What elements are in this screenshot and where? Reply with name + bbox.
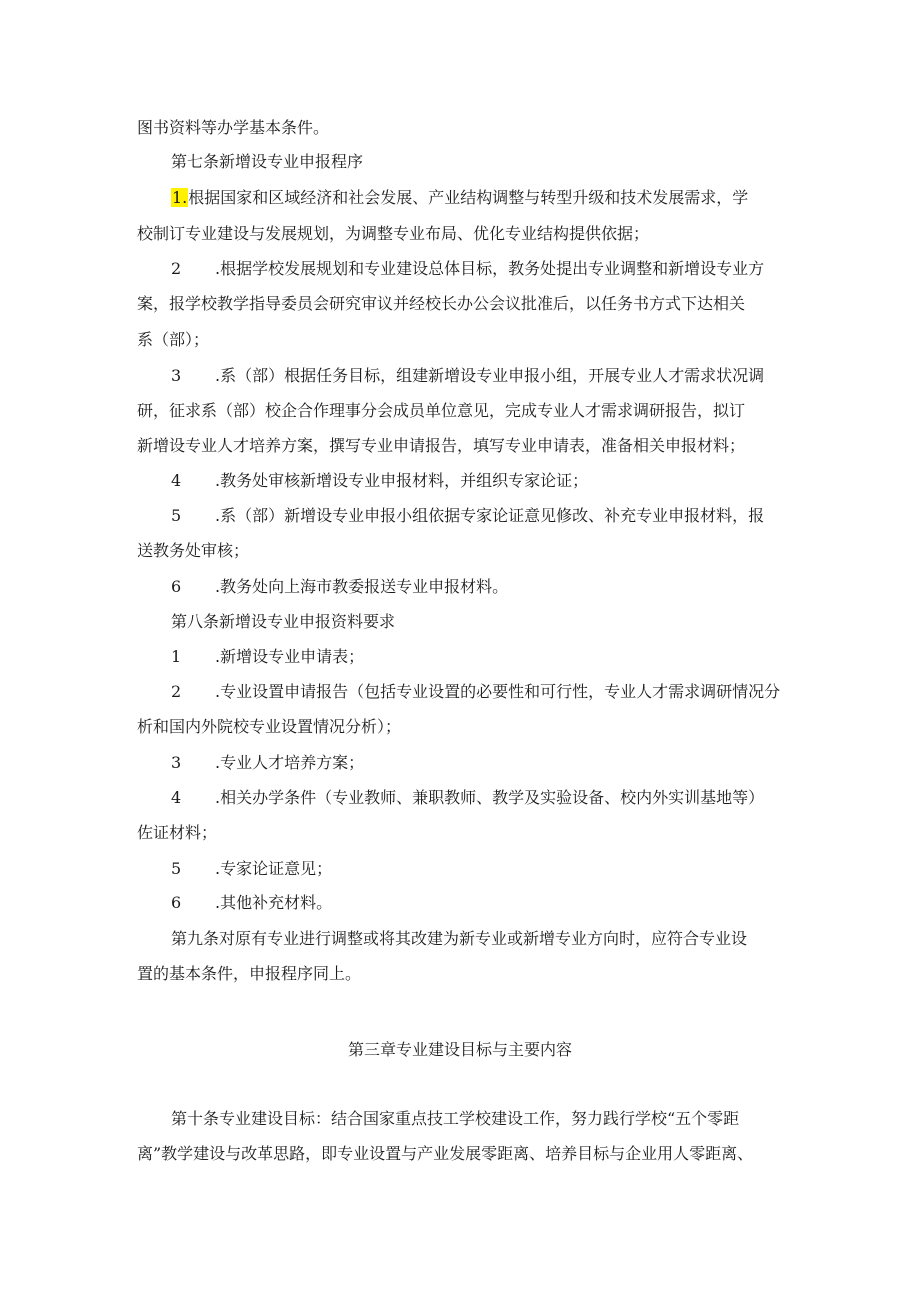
text-line xyxy=(171,859,332,879)
text-line: 置的基本条件，申报程序同上。 xyxy=(137,964,362,983)
text-line xyxy=(171,366,764,386)
item-number: 6 xyxy=(171,577,182,596)
text-line xyxy=(171,188,748,208)
text-fragment: .系（部）新增设专业申报小组依据专家论证意见修改、补充专业申报材料，报 xyxy=(215,506,765,525)
item-number: 1 xyxy=(171,647,182,666)
article-heading: 第十条专业建设目标：结合国家重点技工学校建设工作，努力践行学校“五个零距 xyxy=(171,1109,740,1128)
item-number: 4 xyxy=(171,471,182,490)
text-fragment: .专家论证意见； xyxy=(215,859,333,878)
text-line: 析和国内外院校专业设置情况分析）； xyxy=(137,717,402,736)
item-number: 5 xyxy=(171,859,182,878)
text-fragment: .教务处审核新增设专业申报材料，并组织专家论证； xyxy=(215,471,589,490)
text-line: 图书资料等办学基本条件。 xyxy=(137,118,330,137)
item-number: 3 xyxy=(171,366,182,385)
text-line xyxy=(171,506,764,526)
item-number: 2 xyxy=(171,682,182,701)
article-heading: 第九条对原有专业进行调整或将其改建为新专业或新增专业方向时，应符合专业设 xyxy=(171,929,748,948)
item-number: 6 xyxy=(171,893,182,912)
text-fragment: .新增设专业申请表； xyxy=(215,647,365,666)
text-line: 离”教学建设与改革思路，即专业设置与产业发展零距离、培养目标与企业用人零距离、 xyxy=(137,1144,754,1163)
item-number: 3 xyxy=(171,753,182,772)
text-line xyxy=(171,577,508,597)
text-line: 案，报学校教学指导委员会研究审议并经校长办公会议批准后，以任务书方式下达相关 xyxy=(137,294,746,313)
text-line: 送教务处审核； xyxy=(137,541,250,560)
article-heading: 第七条新增设专业申报程序 xyxy=(171,152,364,171)
text-line xyxy=(171,647,364,667)
text-fragment: .根据学校发展规划和专业建设总体目标，教务处提出专业调整和新增设专业方 xyxy=(215,259,765,278)
text-fragment: .系（部）根据任务目标，组建新增设专业申报小组，开展专业人才需求状况调 xyxy=(215,366,765,385)
text-line xyxy=(171,788,764,808)
text-fragment: .专业设置申请报告（包括专业设置的必要性和可行性，专业人才需求调研情况分 xyxy=(215,682,781,701)
text-line: 校制订专业建设与发展规划，为调整专业布局、优化专业结构提供依据； xyxy=(137,224,650,243)
text-line: 佐证材料； xyxy=(137,823,218,842)
text-fragment: .教务处向上海市教委报送专业申报材料。 xyxy=(215,577,509,596)
text-line xyxy=(171,259,764,279)
item-number: 4 xyxy=(171,788,182,807)
text-line xyxy=(171,682,780,702)
text-line: 研，征求系（部）校企合作理事分会成员单位意见，完成专业人才需求调研报告，拟订 xyxy=(137,401,746,420)
highlighted-number: 1. xyxy=(172,188,188,207)
chapter-title: 第三章专业建设目标与主要内容 xyxy=(347,1040,572,1059)
text-line xyxy=(171,471,588,491)
text-line xyxy=(171,753,364,773)
text-fragment: 根据国家和区域经济和社会发展、产业结构调整与转型升级和技术发展需求，学 xyxy=(188,188,749,207)
item-number: 2 xyxy=(171,259,182,278)
text-line xyxy=(171,893,332,913)
article-heading: 第八条新增设专业申报资料要求 xyxy=(171,612,396,631)
text-line: 新增设专业人才培养方案，撰写专业申请报告，填写专业申请表，准备相关申报材料； xyxy=(137,436,746,455)
text-line: 系（部）； xyxy=(137,330,210,349)
text-fragment: .其他补充材料。 xyxy=(215,893,333,912)
item-number: 5 xyxy=(171,506,182,525)
text-fragment: .专业人才培养方案； xyxy=(215,753,365,772)
text-fragment: .相关办学条件（专业教师、兼职教师、教学及实验设备、校内外实训基地等） xyxy=(215,788,765,807)
